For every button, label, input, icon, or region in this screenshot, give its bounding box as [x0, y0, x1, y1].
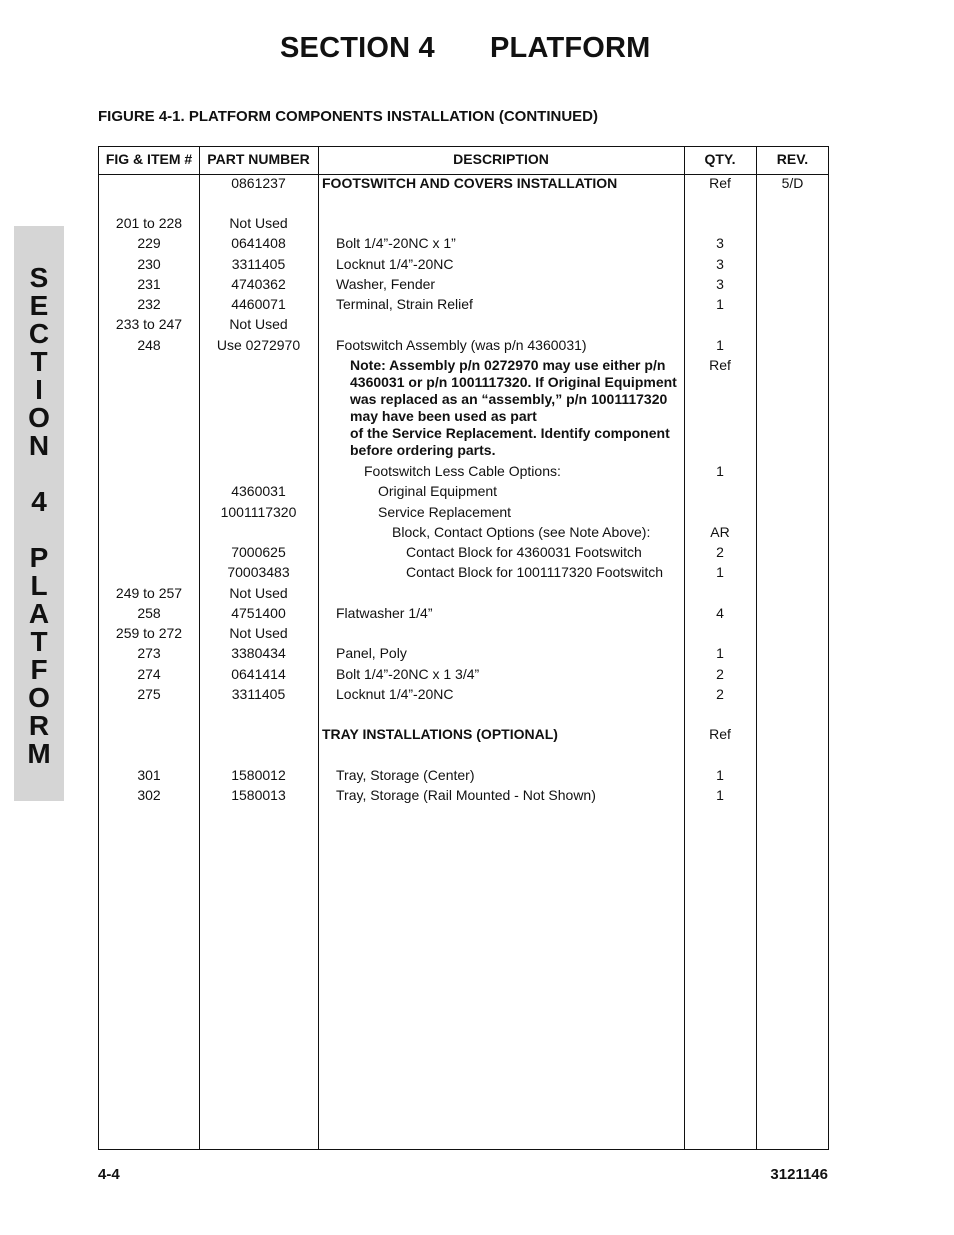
cell-description: Locknut 1/4”-20NC	[336, 256, 454, 272]
cell-part-number: 4740362	[231, 276, 286, 292]
page-number: 4-4	[98, 1166, 120, 1183]
cell-description: Washer, Fender	[336, 276, 436, 292]
cell-rev: 5/D	[781, 175, 804, 191]
cell-part-number: 4751400	[231, 605, 286, 621]
cell-description: Tray, Storage (Center)	[336, 767, 475, 783]
cell-description: Contact Block for 1001117320 Footswitch	[406, 564, 664, 580]
cell-qty: 1	[716, 767, 724, 783]
figure-title: FIGURE 4-1. PLATFORM COMPONENTS INSTALLATION (CONTINUED)	[98, 108, 598, 125]
side-tab-letter: S	[29, 262, 49, 293]
cell-qty: AR	[710, 524, 730, 540]
note-line: 4360031 or p/n 1001117320. If Original Equipment	[350, 374, 677, 390]
section-side-tab	[14, 226, 64, 801]
cell-item: 273	[137, 645, 161, 661]
cell-part-number: 0641408	[231, 235, 286, 251]
side-tab-letter: N	[28, 430, 50, 461]
cell-part-number: 3380434	[231, 645, 286, 661]
cell-item: 249 to 257	[115, 585, 183, 601]
cell-description: Tray, Storage (Rail Mounted - Not Shown)	[336, 787, 596, 803]
column-divider	[756, 147, 757, 1149]
cell-description: Service Replacement	[378, 504, 512, 520]
cell-description: Block, Contact Options (see Note Above):	[392, 524, 651, 540]
cell-qty: 2	[716, 544, 724, 560]
side-tab-letter: C	[28, 318, 50, 349]
cell-item: 259 to 272	[115, 625, 183, 641]
cell-description: Panel, Poly	[336, 645, 407, 661]
cell-description: Flatwasher 1/4”	[336, 605, 433, 621]
side-tab-letter: E	[29, 290, 49, 321]
cell-part-number: 7000625	[231, 544, 286, 560]
cell-item: 231	[137, 276, 161, 292]
side-tab-letter: A	[28, 598, 50, 629]
cell-item: 275	[137, 686, 161, 702]
side-tab-letter: F	[30, 654, 48, 685]
side-tab-letter: 4	[31, 486, 47, 517]
footswitch-note	[350, 357, 677, 459]
cell-description: Locknut 1/4”-20NC	[336, 686, 454, 702]
cell-part-number: 1580012	[231, 767, 286, 783]
cell-description: Contact Block for 4360031 Footswitch	[406, 544, 642, 560]
cell-item: 274	[137, 666, 161, 682]
note-line: Note: Assembly p/n 0272970 may use either p/n	[350, 357, 666, 373]
cell-qty: Ref	[709, 726, 731, 742]
cell-part-number: 1001117320	[220, 504, 297, 520]
cell-item: 233 to 247	[115, 316, 183, 332]
col-header-rev: REV.	[776, 151, 809, 167]
col-header-description: DESCRIPTION	[453, 151, 549, 167]
note-line: before ordering parts.	[350, 442, 496, 458]
col-header-part: PART NUMBER	[207, 151, 310, 167]
side-tab-letter: O	[28, 682, 50, 713]
cell-part-number: Not Used	[229, 215, 288, 231]
cell-qty: 3	[716, 256, 724, 272]
cell-part-number: 1580013	[231, 787, 286, 803]
cell-item: 302	[137, 787, 161, 803]
cell-qty: 2	[716, 666, 724, 682]
note-line: of the Service Replacement. Identify component	[350, 425, 670, 441]
side-tab-letter: I	[35, 374, 43, 405]
cell-part-number: Not Used	[229, 316, 288, 332]
cell-qty: 1	[716, 645, 724, 661]
cell-qty: 1	[716, 337, 724, 353]
cell-qty: 4	[716, 605, 724, 621]
cell-part-number: 3311405	[231, 256, 286, 272]
document-number: 3121146	[770, 1166, 828, 1183]
cell-qty: 1	[716, 296, 724, 312]
cell-item: 301	[137, 767, 161, 783]
cell-qty: 1	[716, 787, 724, 803]
side-tab-letter: T	[30, 346, 48, 377]
cell-description: Bolt 1/4”-20NC x 1”	[336, 235, 456, 251]
side-tab-letter: M	[27, 738, 51, 769]
section-title: PLATFORM	[490, 32, 651, 64]
side-tab-letter: R	[28, 710, 50, 741]
cell-description: Footswitch Assembly (was p/n 4360031)	[336, 337, 587, 353]
cell-qty: 1	[716, 564, 724, 580]
cell-qty: 1	[716, 463, 724, 479]
cell-description: Original Equipment	[378, 483, 498, 499]
cell-part-number: Not Used	[229, 585, 288, 601]
col-header-qty: QTY.	[704, 151, 736, 167]
cell-part-number: 4460071	[231, 296, 286, 312]
cell-part-number: Not Used	[229, 625, 288, 641]
cell-part-number: 3311405	[231, 686, 286, 702]
cell-description: TRAY INSTALLATIONS (OPTIONAL)	[322, 726, 558, 742]
side-tab-letter: L	[30, 570, 48, 601]
parts-table	[98, 146, 829, 1150]
cell-part-number: 70003483	[227, 564, 290, 580]
cell-part-number: 0641414	[231, 666, 286, 682]
cell-part-number: 4360031	[231, 483, 286, 499]
side-tab-letter: P	[29, 542, 49, 573]
cell-description: Terminal, Strain Relief	[336, 296, 473, 312]
cell-item: 258	[137, 605, 161, 621]
cell-qty: 3	[716, 276, 724, 292]
cell-part-number: Use 0272970	[216, 337, 301, 353]
side-tab-letter: T	[30, 626, 48, 657]
cell-part-number: 0861237	[231, 175, 286, 191]
cell-qty: Ref	[709, 175, 731, 191]
cell-qty: 2	[716, 686, 724, 702]
cell-item: 229	[137, 235, 161, 251]
cell-item: 248	[137, 337, 161, 353]
cell-description: FOOTSWITCH AND COVERS INSTALLATION	[322, 175, 618, 191]
page-header	[0, 32, 954, 72]
cell-qty: 3	[716, 235, 724, 251]
cell-item: 230	[137, 256, 161, 272]
note-line: may have been used as part	[350, 408, 537, 424]
column-divider	[318, 147, 319, 1149]
cell-item: 201 to 228	[115, 215, 183, 231]
cell-description: Bolt 1/4”-20NC x 1 3/4”	[336, 666, 480, 682]
side-tab-letter: O	[28, 402, 50, 433]
section-number: SECTION 4	[280, 32, 435, 64]
cell-description: Footswitch Less Cable Options:	[364, 463, 561, 479]
note-line: was replaced as an “assembly,” p/n 1001117320	[350, 391, 668, 407]
col-header-item: FIG & ITEM #	[105, 151, 193, 167]
cell-item: 232	[137, 296, 161, 312]
note-qty: Ref	[709, 357, 731, 373]
